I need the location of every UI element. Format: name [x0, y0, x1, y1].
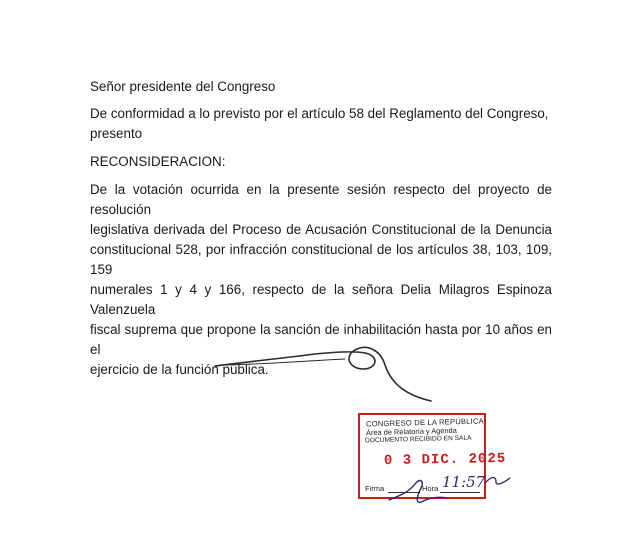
body-line-last: ejercicio de la función pública.	[90, 362, 269, 377]
stamp-hora-value: 11:57	[442, 473, 486, 491]
salutation: Señor presidente del Congreso	[90, 79, 276, 94]
stamp-hora-label: Hora	[422, 484, 439, 493]
intro-line-1: De conformidad a lo previsto por el artículo 58 del Reglamento del Congreso,	[90, 106, 549, 121]
handwritten-signature	[205, 335, 445, 415]
stamp-department: Área de Relatoría y Agenda	[365, 425, 457, 438]
stamp-institution: CONGRESO DE LA REPÚBLICA	[365, 416, 485, 429]
intro-line-2: presento	[90, 126, 143, 141]
body-line: constitucional 528, por infracción constitucional de los artículos 38, 103, 109, 159	[90, 242, 552, 277]
hora-tail-scribble	[484, 470, 514, 490]
stamp-document-received: DOCUMENTO RECIBIDO EN SALA	[364, 434, 472, 445]
body-line: fiscal suprema que propone la sanción de inhabilitación hasta por 10 años en el	[90, 322, 552, 357]
body-line: De la votación ocurrida en la presente sesión respecto del proyecto de resolución	[90, 182, 552, 217]
stamp-date: 0 3 DIC. 2025	[383, 450, 507, 470]
body-line: legislativa derivada del Proceso de Acusación Constitucional de la Denuncia	[90, 222, 552, 237]
body-line: numerales 1 y 4 y 166, respecto de la señora Delia Milagros Espinoza Valenzuela	[90, 282, 552, 317]
stamp-firma-label: Firma	[365, 484, 385, 493]
heading: RECONSIDERACION:	[90, 154, 226, 169]
stamp-initials-scribble	[385, 470, 465, 510]
